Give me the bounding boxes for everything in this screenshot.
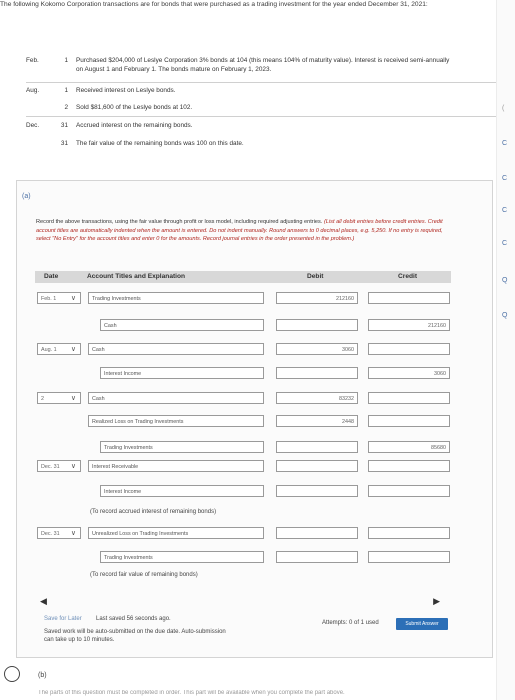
memo-accrued-interest: (To record accrued interest of remaining bonds) — [90, 509, 217, 515]
account-title-input[interactable]: Cash — [88, 392, 264, 404]
debit-input[interactable] — [276, 319, 358, 331]
debit-input[interactable] — [276, 485, 358, 497]
chevron-down-icon[interactable]: ∨ — [70, 395, 76, 402]
instructions-note: (List all debit entries before credit entries. Credit account titles are automatically indented when the amount is entered. Do not indent manually. Round answers to 0 decimal places, e.g. 5,250. If no entry is required, select "No Entry" for the account titles and enter 0 for the amounts. Record journal entries in the order presented in the problem.) — [36, 219, 443, 243]
account-title-input[interactable]: Unrealized Loss on Trading Investments — [88, 527, 264, 539]
tx-day: 31 — [60, 122, 68, 129]
credit-input[interactable] — [368, 415, 450, 427]
date-value: Feb. 1 — [41, 296, 57, 302]
tx-desc: The fair value of the remaining bonds was 100 on this date. — [76, 140, 244, 147]
account-title-input[interactable]: Trading Investments — [100, 551, 264, 563]
tx-day: 31 — [60, 140, 68, 147]
account-title-input[interactable]: Trading Investments — [100, 441, 264, 453]
header-credit: Credit — [398, 273, 418, 280]
credit-input[interactable] — [368, 292, 450, 304]
chevron-down-icon[interactable]: ∨ — [70, 295, 76, 302]
tx-month: Dec. — [26, 122, 40, 129]
tx-desc: Accrued interest on the remaining bonds. — [76, 122, 193, 129]
tx-desc: Received interest on Leslye bonds. — [76, 87, 176, 94]
part-b-label: (b) — [38, 672, 47, 679]
debit-input[interactable]: 3060 — [276, 343, 358, 355]
debit-input[interactable]: 2448 — [276, 415, 358, 427]
instructions — [36, 218, 456, 244]
debit-input[interactable] — [276, 367, 358, 379]
header-date: Date — [44, 273, 59, 280]
credit-input[interactable] — [368, 343, 450, 355]
tx-month: Aug. — [26, 87, 40, 94]
right-sidebar — [496, 0, 515, 700]
credit-input[interactable] — [368, 485, 450, 497]
sidebar-glyph: ( — [502, 105, 505, 112]
tx-day: 1 — [64, 57, 68, 64]
chevron-down-icon[interactable]: ∨ — [70, 346, 76, 353]
header-debit: Debit — [307, 273, 324, 280]
date-select[interactable] — [37, 392, 81, 404]
credit-input[interactable] — [368, 460, 450, 472]
autosubmit-note: Saved work will be auto-submitted on the due date. Auto-submission can take up to 10 minutes. — [44, 629, 226, 643]
sidebar-glyph: Q — [502, 277, 508, 284]
account-title-input[interactable]: Interest Income — [100, 367, 264, 379]
date-value: Dec. 31 — [41, 464, 60, 470]
credit-input[interactable]: 3060 — [368, 367, 450, 379]
debit-input[interactable] — [276, 460, 358, 472]
tx-day: 2 — [64, 104, 68, 111]
sidebar-glyph: C — [502, 140, 508, 147]
chevron-down-icon[interactable]: ∨ — [70, 463, 76, 470]
date-value: Dec. 31 — [41, 531, 60, 537]
date-select[interactable] — [37, 460, 81, 472]
divider — [26, 82, 515, 83]
tx-month: Feb. — [26, 57, 39, 64]
scroll-right-icon[interactable]: ▶ — [433, 596, 440, 606]
debit-input[interactable]: 212160 — [276, 292, 358, 304]
credit-input[interactable] — [368, 551, 450, 563]
debit-input[interactable] — [276, 551, 358, 563]
credit-input[interactable] — [368, 392, 450, 404]
debit-input[interactable] — [276, 441, 358, 453]
sidebar-glyph: C — [502, 207, 508, 214]
credit-input[interactable]: 212160 — [368, 319, 450, 331]
account-title-input[interactable]: Interest Receivable — [88, 460, 264, 472]
date-select[interactable] — [37, 527, 81, 539]
header-account: Account Titles and Explanation — [87, 273, 186, 280]
sidebar-glyph: C — [502, 175, 508, 182]
date-select[interactable] — [37, 343, 81, 355]
sidebar-glyph: Q — [502, 312, 508, 319]
credit-input[interactable] — [368, 527, 450, 539]
sidebar-glyph: C — [502, 240, 508, 247]
account-title-input[interactable]: Interest Income — [100, 485, 264, 497]
tx-day: 1 — [64, 87, 68, 94]
scroll-left-icon[interactable]: ◀ — [40, 596, 47, 606]
credit-input[interactable]: 85680 — [368, 441, 450, 453]
instructions-main: Record the above transactions, using the fair value through profit or loss model, including required adjusting entries. — [36, 219, 323, 225]
debit-input[interactable]: 83232 — [276, 392, 358, 404]
attempts-text: Attempts: 0 of 1 used — [322, 620, 379, 626]
horizontal-scrollbar[interactable] — [40, 598, 440, 606]
part-b-note: The parts of this question must be completed in order. This part will be available when you complete the part above. — [38, 690, 345, 696]
last-saved-text: Last saved 56 seconds ago. — [96, 616, 171, 622]
submit-answer-button[interactable]: Submit Answer — [396, 618, 448, 630]
account-title-input[interactable]: Cash — [100, 319, 264, 331]
part-a-label: (a) — [22, 193, 31, 200]
debit-input[interactable] — [276, 527, 358, 539]
journal-table-header — [35, 271, 451, 283]
save-for-later-link[interactable]: Save for Later — [44, 616, 82, 622]
problem-intro: The following Kokomo Corporation transactions are for bonds that were purchased as a trading investment for the year ended December 31, 2021: — [0, 1, 428, 8]
chevron-down-icon[interactable]: ∨ — [70, 530, 76, 537]
tx-desc: Purchased $204,000 of Leslye Corporation 3% bonds at 104 (this means 104% of maturity value). Interest is received semi-annually on August 1 and February 1. The bonds mature on February 1, 2023. — [76, 57, 450, 73]
date-value: 2 — [41, 396, 44, 402]
tx-desc: Sold $81,600 of the Leslye bonds at 102. — [76, 104, 193, 111]
account-title-input[interactable]: Realized Loss on Trading Investments — [88, 415, 264, 427]
divider — [26, 116, 515, 117]
account-title-input[interactable]: Cash — [88, 343, 264, 355]
app-logo-icon — [4, 666, 20, 682]
date-value: Aug. 1 — [41, 347, 57, 353]
memo-fair-value: (To record fair value of remaining bonds) — [90, 572, 198, 578]
date-select[interactable] — [37, 292, 81, 304]
account-title-input[interactable]: Trading Investments — [88, 292, 264, 304]
transaction-list — [26, 56, 466, 156]
